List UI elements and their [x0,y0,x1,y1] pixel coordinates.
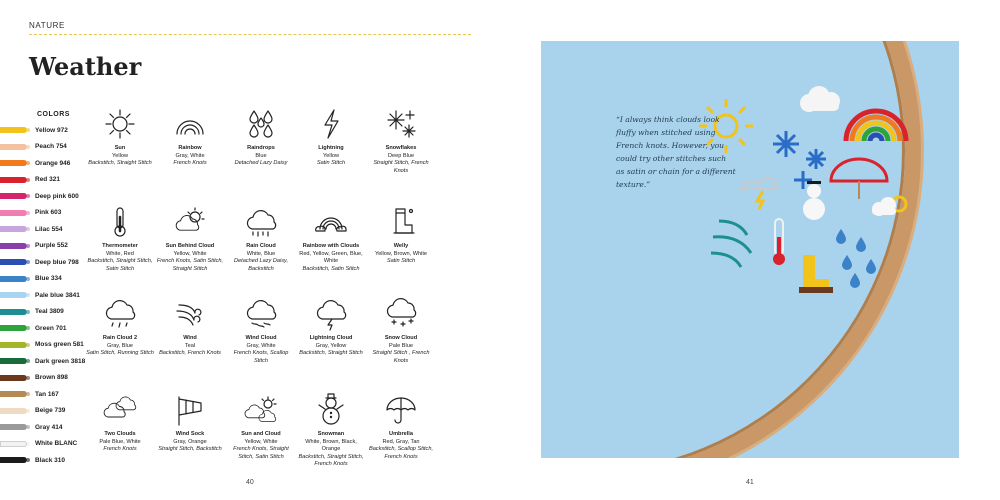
stitched-cloud-icon [800,86,840,112]
color-label: White BLANC [35,440,78,448]
lightning-icon [314,107,348,141]
motif-card [296,107,366,168]
motif-card [85,393,155,454]
stitched-snowflakes-icon [773,131,826,189]
color-label: Orange 946 [35,159,71,167]
page-number-left: 40 [246,479,254,486]
page-number-right: 41 [746,479,754,486]
rain-cloud-icon [244,205,278,239]
color-label: Deep blue 798 [35,258,79,266]
motif-colors: Gray, Blue [106,342,133,349]
motif-card [296,205,366,273]
motif-stitch: French Knots, Straight Stitch, Satin Stitch [233,446,289,460]
motif-stitch: Backstitch, Straight Stitch, French Knots [298,453,364,467]
motif-stitch: Satin Stitch [386,258,416,264]
motif-stitch: Detached Lazy Daisy, Backstitch [234,258,288,272]
sun-and-cloud-icon [244,393,278,427]
sun-icon [103,107,137,141]
motif-name: Lightning Cloud [309,335,353,341]
motif-card [155,205,225,273]
motif-card [296,297,366,358]
page-title: Weather [29,52,142,81]
motif-stitch: French Knots [173,160,207,166]
thread-swatch [0,193,27,199]
stitched-umbrella-icon [831,159,887,199]
color-label: Teal 3809 [35,308,64,316]
thread-swatch [0,358,27,364]
color-legend-item [0,370,100,387]
thread-swatch [0,160,27,166]
color-legend-item [0,188,100,205]
motif-card [366,297,436,365]
thread-swatch [0,226,27,232]
thread-swatch [0,243,27,249]
rainbow-with-clouds-icon [314,205,348,239]
motif-card [296,393,366,469]
motif-stitch: Straight Stitch, Backstitch [158,446,222,452]
rainbow-icon [173,107,207,141]
motif-colors: Yellow, Brown, White [374,250,428,257]
motif-card [85,205,155,273]
motif-stitch: French Knots, Scallop Stitch [233,350,289,364]
color-label: Moss green 581 [35,341,84,349]
snowflakes-icon [384,107,418,141]
thermometer-icon [103,205,137,239]
motif-name: Wind [183,335,197,341]
motif-colors: Gray, White [175,152,205,159]
motif-stitch: French Knots [103,446,137,452]
motif-colors: Gray, Orange [173,438,207,445]
motif-name: Rain Cloud 2 [102,335,138,341]
color-label: Brown 898 [35,374,68,382]
motif-stitch: Straight Stitch, French Knots [373,160,429,174]
section-label: NATURE [29,21,65,30]
motif-colors: Yellow, White [173,250,207,257]
stitched-raindrops-icon [836,229,876,288]
motif-name: Rainbow [178,145,202,151]
stitched-wind-icon [711,221,751,267]
color-label: Purple 552 [35,242,68,250]
motif-name: Sun [114,145,126,151]
header-divider [29,34,471,35]
motif-name: Thermometer [102,243,138,249]
motif-colors: Blue [255,152,267,159]
motif-name: Two Clouds [104,431,136,437]
motif-colors: Red, Gray, Tan [382,438,420,445]
thread-swatch [0,210,27,216]
motif-card [226,393,296,461]
thread-swatch [0,342,27,348]
motif-stitch: Backstitch, Scallop Stitch, French Knots [368,446,434,460]
wind-sock-icon [173,393,207,427]
motif-colors: Pale Blue, White [99,438,141,445]
motif-stitch: Backstitch, French Knots [159,350,221,356]
right-page [500,0,1000,500]
color-label: Blue 334 [35,275,62,283]
raindrops-icon [244,107,278,141]
color-label: Gray 414 [35,423,63,431]
motif-name: Wind Sock [175,431,205,437]
color-legend-item [0,172,100,189]
snowman-icon [314,393,348,427]
motif-card [226,297,296,365]
motif-stitch: Detached Lazy Daisy [234,160,288,166]
thread-swatch [0,127,27,133]
thread-swatch [0,292,27,298]
motif-name: Rainbow with Clouds [302,243,360,249]
motif-colors: Red, Yellow, Green, Blue, White [299,250,363,264]
stitched-lightning-cloud-icon [741,178,777,209]
wind-icon [173,297,207,331]
thread-swatch [0,309,27,315]
motif-card [85,107,155,168]
color-label: Pale blue 3841 [35,291,80,299]
color-label: Lilac 554 [35,225,63,233]
stitched-rainbow-icon [846,111,906,141]
thread-swatch [0,408,27,414]
thread-swatch [0,375,27,381]
thread-swatch [0,259,27,265]
motif-card [155,393,225,454]
thread-swatch [0,391,27,397]
motif-card [155,107,225,168]
motif-card [155,297,225,358]
color-label: Dark green 3818 [35,357,86,365]
welly-icon [384,205,418,239]
thread-swatch [0,325,27,331]
motif-name: Snowflakes [385,145,417,151]
color-label: Beige 739 [35,407,66,415]
color-label: Yellow 972 [35,126,68,134]
motif-stitch: Backstitch, Straight Stitch, Satin Stitch [87,258,153,272]
thread-swatch [0,424,27,430]
motif-card [226,205,296,273]
motif-name: Lightning [318,145,344,151]
color-label: Pink 603 [35,209,62,217]
color-label: Tan 167 [35,390,59,398]
motif-colors: Gray, White [246,342,276,349]
motif-colors: Teal [184,342,196,349]
motif-card [366,205,436,266]
color-label: Red 321 [35,176,60,184]
motif-stitch: Backstitch, Straight Stitch [299,350,363,356]
lightning-cloud-icon [314,297,348,331]
stitched-motifs-illustration [541,41,959,458]
motif-name: Snowman [317,431,345,437]
color-label: Green 701 [35,324,67,332]
motif-name: Rain Cloud [246,243,276,249]
stitched-thermometer-icon [773,219,785,265]
color-label: Deep pink 600 [35,192,79,200]
motif-name: Sun Behind Cloud [165,243,215,249]
two-clouds-icon [103,393,137,427]
umbrella-icon [384,393,418,427]
stitched-snowman-icon [803,181,825,220]
thread-swatch [0,144,27,150]
motif-stitch: Backstitch, Satin Stitch [302,265,360,272]
motif-name: Welly [393,243,409,249]
color-label: Black 310 [35,456,65,464]
color-legend-item [0,452,100,469]
thread-swatch [0,441,27,447]
stitching-tip-quote: “I always think clouds look fluffy when stitched using French knots. However, you could try other stitches such as satin or chain for a different texture.” [616,115,736,189]
sun-behind-cloud-icon [173,205,207,239]
colors-heading: COLORS [37,111,70,118]
snow-cloud-icon [384,297,418,331]
motif-colors: White, Blue [246,250,276,257]
motif-stitch: Satin Stitch, Running Stitch [86,350,154,356]
thread-swatch [0,457,27,463]
motif-stitch: Backstitch, Straight Stitch [88,160,152,166]
motif-name: Wind Cloud [245,335,277,341]
motif-name: Raindrops [247,145,275,151]
thread-swatch [0,177,27,183]
motif-colors: Yellow [323,152,339,159]
motif-card [366,393,436,461]
motif-stitch: French Knots, Satin Stitch, Straight Stitch [156,258,224,272]
thread-swatch [0,276,27,282]
motif-card [226,107,296,168]
motif-name: Sun and Cloud [241,431,281,437]
motif-colors: Pale Blue [389,342,413,349]
motif-colors: Yellow, White [244,438,278,445]
motif-colors: Yellow [112,152,128,159]
motif-name: Umbrella [389,431,413,437]
motif-stitch: Satin Stitch [316,160,346,166]
motif-colors: Deep Blue [387,152,415,159]
rain-cloud-2-icon [103,297,137,331]
motif-colors: White, Red [106,250,134,257]
color-label: Peach 754 [35,143,67,151]
stitched-welly-icon [799,255,833,293]
motif-stitch: Straight Stitch , French Knots [372,350,430,364]
stitched-sun-and-cloud-icon [872,197,906,216]
motif-name: Snow Cloud [384,335,418,341]
motif-card [85,297,155,358]
wind-cloud-icon [244,297,278,331]
embroidery-hoop-photo [541,41,959,458]
motif-colors: Gray, Yellow [315,342,347,349]
motif-colors: White, Brown, Black, Orange [305,438,357,452]
motif-card [366,107,436,175]
